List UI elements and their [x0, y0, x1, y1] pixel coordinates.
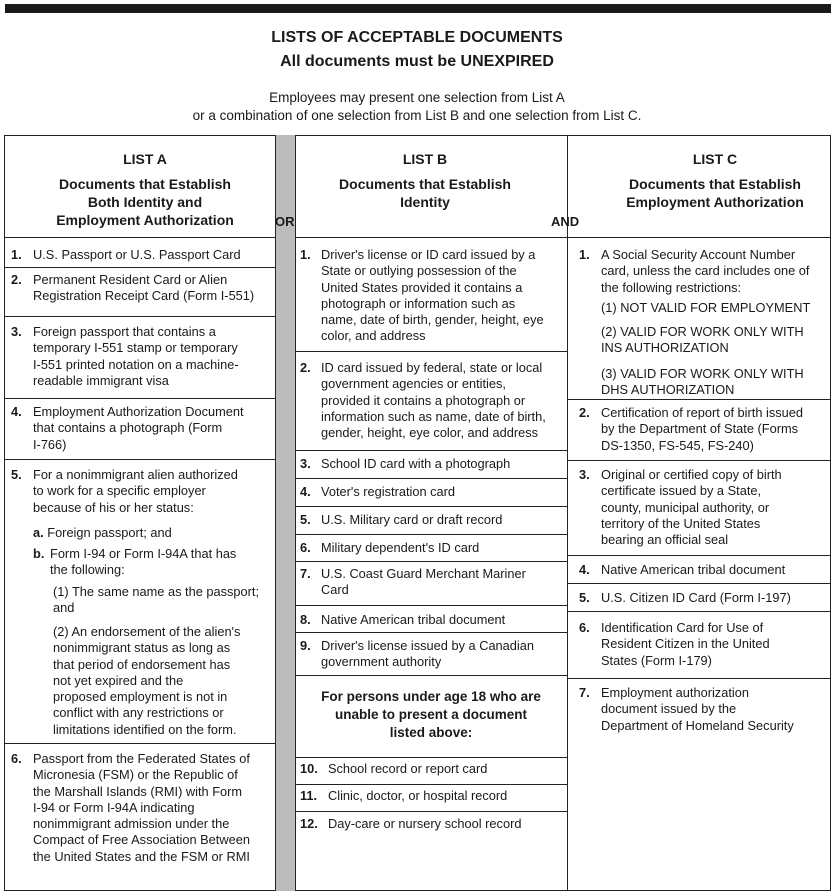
item-text: [321, 566, 565, 599]
text-line: the United States and the FSM or RMI: [33, 848, 250, 864]
text-line: U.S. Military card or draft record: [321, 512, 503, 527]
text-line: document issued by the: [601, 701, 737, 717]
item-text: [601, 620, 827, 669]
row-divider: [5, 743, 275, 744]
list-c-restriction: [601, 300, 827, 316]
text-line: Certification of report of birth issued: [601, 405, 804, 420]
text-line: U.S. Coast Guard Merchant Mariner: [321, 566, 526, 581]
row-divider: [567, 399, 831, 400]
list-c-restriction: [601, 366, 827, 399]
text-line: to work for a specific employer: [33, 483, 206, 499]
item-number: 2.: [300, 360, 311, 375]
text-line: For a nonimmigrant alien authorized: [33, 467, 238, 482]
text-line: bearing an official seal: [601, 532, 729, 548]
text-line: government agencies or entities,: [321, 376, 506, 392]
row-divider: [295, 811, 567, 812]
text-line: (3) VALID FOR WORK ONLY WITH: [601, 366, 804, 381]
item-number: 3.: [300, 456, 311, 471]
item-number: 1.: [11, 247, 22, 262]
column-divider: [295, 135, 296, 891]
item-number: 6.: [579, 620, 590, 635]
item-number: 10.: [300, 761, 318, 776]
sub-label: a.: [33, 525, 44, 540]
text-line: State or outlying possession of the: [321, 263, 517, 279]
item-number: 7.: [579, 685, 590, 700]
text-line: Identification Card for Use of: [601, 620, 764, 635]
list-a-item5-sub-b: [50, 546, 275, 579]
text-line: I-766): [33, 436, 67, 452]
text-line: (1) The same name as the passport;: [53, 584, 260, 599]
text-line: School ID card with a photograph: [321, 456, 511, 471]
item-text: [33, 404, 273, 453]
or-divider-strip: [275, 135, 295, 891]
text-line: photograph or information such as: [321, 295, 516, 311]
row-divider: [295, 506, 567, 507]
row-divider: [5, 459, 275, 460]
text-line: Day-care or nursery school record: [328, 816, 522, 831]
text-line: the following restrictions:: [601, 279, 742, 295]
row-divider: [567, 678, 831, 679]
list-a-item5-sub-1: [53, 584, 275, 617]
instruction-line-1: Employees may present one selection from List A: [269, 90, 565, 105]
text-line: Foreign passport that contains a: [33, 324, 216, 339]
text-line: conflict with any restrictions or: [53, 705, 224, 721]
page-subtitle: All documents must be UNEXPIRED: [280, 53, 554, 70]
item-text: [33, 324, 273, 389]
item-number: 8.: [300, 612, 311, 627]
row-divider: [295, 605, 567, 606]
list-b-title: LIST B: [402, 151, 448, 167]
item-number: 6.: [11, 751, 22, 766]
text-line: I-94 or Form I-94A indicating: [33, 799, 195, 815]
text-line: nonimmigrant admission under the: [33, 816, 230, 832]
item-number: 9.: [300, 638, 311, 653]
top-rule: [5, 4, 831, 13]
text-line: by the Department of State (Forms: [601, 421, 799, 437]
row-divider: [295, 351, 567, 352]
text-line: States (Form I-179): [601, 652, 712, 668]
and-connector: AND: [551, 214, 580, 229]
text-line: Permanent Resident Card or Alien: [33, 272, 228, 287]
text-line: territory of the United States: [601, 515, 761, 531]
text-line: government authority: [321, 654, 442, 670]
text-line: Registration Receipt Card (Form I-551): [33, 288, 255, 304]
column-divider: [567, 135, 568, 891]
row-divider: [567, 237, 831, 238]
text-line: Voter's registration card: [321, 484, 456, 499]
row-divider: [295, 478, 567, 479]
item-text: [601, 562, 827, 578]
text-line: listed above:: [389, 725, 473, 740]
text-line: A Social Security Account Number: [601, 247, 796, 262]
text-line: School record or report card: [328, 761, 488, 776]
row-divider: [295, 675, 567, 676]
text-line: and: [53, 600, 75, 616]
item-text: [321, 540, 565, 556]
text-line: DS-1350, FS-545, FS-240): [601, 437, 754, 453]
text-line: limitations identified on the form.: [53, 721, 237, 737]
item-number: 5.: [300, 512, 311, 527]
text-line: Resident Citizen in the United: [601, 636, 770, 652]
row-divider: [5, 316, 275, 317]
row-divider: [295, 561, 567, 562]
row-divider: [295, 534, 567, 535]
item-number: 5.: [11, 467, 22, 482]
item-text: [601, 405, 827, 454]
row-divider: [5, 267, 275, 268]
list-a-item5-sub-a: [33, 525, 273, 541]
list-b-header: [300, 150, 550, 211]
item-number: 1.: [300, 247, 311, 262]
text-line: (1) NOT VALID FOR EMPLOYMENT: [601, 300, 811, 315]
text-line: nonimmigrant status as long as: [53, 640, 231, 656]
text-line: readable immigrant visa: [33, 372, 169, 388]
text-line: ID card issued by federal, state or local: [321, 360, 543, 375]
item-text: [33, 247, 273, 263]
list-c-restriction: [601, 324, 827, 357]
item-number: 2.: [579, 405, 590, 420]
list-a-title: LIST A: [123, 151, 167, 167]
item-text: [601, 467, 827, 548]
text-line: that contains a photograph (Form: [33, 420, 223, 436]
text-line: county, municipal authority, or: [601, 499, 770, 515]
item-text: [601, 247, 827, 296]
text-line: INS AUTHORIZATION: [601, 340, 729, 356]
row-divider: [567, 611, 831, 612]
or-connector: OR: [275, 214, 295, 229]
text-line: that period of endorsement has: [53, 656, 231, 672]
row-divider: [5, 398, 275, 399]
list-a-item5-sub-b-label: b.: [33, 546, 45, 561]
list-c-title: LIST C: [692, 151, 738, 167]
row-divider: [5, 237, 275, 238]
text-line: Clinic, doctor, or hospital record: [328, 788, 508, 803]
row-divider: [295, 632, 567, 633]
text-line: (2) VALID FOR WORK ONLY WITH: [601, 324, 804, 339]
text-line: U.S. Citizen ID Card (Form I-197): [601, 590, 791, 605]
item-number: 3.: [11, 324, 22, 339]
item-text: [601, 685, 827, 734]
text-line: unable to present a document: [334, 707, 528, 722]
item-number: 11.: [300, 788, 318, 803]
item-number: 4.: [579, 562, 590, 577]
text-line: Compact of Free Association Between: [33, 832, 250, 848]
list-b-desc: Identity: [400, 194, 450, 210]
list-b-desc: Documents that Establish: [339, 176, 511, 192]
item-number: 3.: [579, 467, 590, 482]
text-line: Department of Homeland Security: [601, 717, 794, 733]
item-number: 7.: [300, 566, 311, 581]
row-divider: [567, 583, 831, 584]
item-text: [328, 788, 565, 804]
text-line: name, date of birth, gender, height, eye: [321, 312, 544, 328]
text-line: provided it contains a photograph or: [321, 392, 526, 408]
text-line: card, unless the card includes one of: [601, 263, 810, 279]
column-divider: [275, 135, 276, 891]
item-text: [321, 360, 565, 441]
item-text: [33, 272, 273, 305]
text-line: Employment authorization: [601, 685, 749, 700]
item-text: [321, 612, 565, 628]
item-number: 2.: [11, 272, 22, 287]
item-text: [321, 247, 565, 345]
text-line: United States provided it contains a: [321, 279, 523, 295]
row-divider: [295, 757, 567, 758]
item-number: 4.: [11, 404, 22, 419]
item-text: [321, 512, 565, 528]
list-c-desc: Employment Authorization: [626, 194, 804, 210]
row-divider: [295, 784, 567, 785]
text-line: Driver's license or ID card issued by a: [321, 247, 536, 262]
item-number: 1.: [579, 247, 590, 262]
text-line: temporary I-551 stamp or temporary: [33, 340, 238, 356]
text-line: Military dependent's ID card: [321, 540, 480, 555]
text-line: U.S. Passport or U.S. Passport Card: [33, 247, 241, 262]
text-line: (2) An endorsement of the alien's: [53, 624, 241, 639]
list-b-minors-heading: [298, 688, 564, 742]
text-line: I-551 printed notation on a machine-: [33, 356, 239, 372]
text-line: DHS AUTHORIZATION: [601, 382, 735, 398]
list-c-desc: Documents that Establish: [629, 176, 801, 192]
text-line: For persons under age 18 who are: [321, 689, 541, 704]
text-line: Native American tribal document: [321, 612, 506, 627]
text-line: the Marshall Islands (RMI) with Form: [33, 783, 243, 799]
text-line: proposed employment is not in: [53, 689, 228, 705]
item-text: [328, 816, 565, 832]
item-number: 4.: [300, 484, 311, 499]
item-number: 5.: [579, 590, 590, 605]
page-title: LISTS OF ACCEPTABLE DOCUMENTS: [271, 29, 563, 46]
list-a-desc: Both Identity and: [87, 194, 203, 210]
item-text: [321, 638, 565, 671]
text-line: color, and address: [321, 328, 426, 344]
text-line: Driver's license issued by a Canadian: [321, 638, 534, 653]
text-line: Card: [321, 582, 349, 598]
row-divider: [567, 460, 831, 461]
list-a-header: [20, 150, 270, 229]
item-number: 6.: [300, 540, 311, 555]
text-line: Employment Authorization Document: [33, 404, 244, 419]
item-text: [321, 484, 565, 500]
text-line: information such as name, date of birth,: [321, 408, 546, 424]
sub-text: Foreign passport; and: [47, 525, 172, 540]
instruction-line-2: or a combination of one selection from List B and one selection from List C.: [192, 108, 642, 123]
row-divider: [567, 555, 831, 556]
text-line: certificate issued by a State,: [601, 483, 762, 499]
text-line: Form I-94 or Form I-94A that has: [50, 546, 237, 561]
list-a-item5-sub-2: [53, 624, 275, 738]
item-text: [33, 751, 273, 865]
text-line: not yet expired and the: [53, 672, 184, 688]
item-number: 12.: [300, 816, 318, 831]
text-line: Native American tribal document: [601, 562, 786, 577]
text-line: Passport from the Federated States of: [33, 751, 250, 766]
text-line: Micronesia (FSM) or the Republic of: [33, 767, 238, 783]
text-line: Original or certified copy of birth: [601, 467, 782, 482]
item-text: [328, 761, 565, 777]
list-a-desc: Employment Authorization: [56, 212, 234, 228]
item-text: [33, 467, 273, 516]
text-line: gender, height, eye color, and address: [321, 425, 538, 441]
text-line: the following:: [50, 562, 125, 578]
list-a-desc: Documents that Establish: [59, 176, 231, 192]
row-divider: [295, 450, 567, 451]
text-line: because of his or her status:: [33, 499, 194, 515]
item-text: [601, 590, 827, 606]
item-text: [321, 456, 565, 472]
row-divider: [295, 237, 567, 238]
list-c-header: [590, 150, 834, 211]
